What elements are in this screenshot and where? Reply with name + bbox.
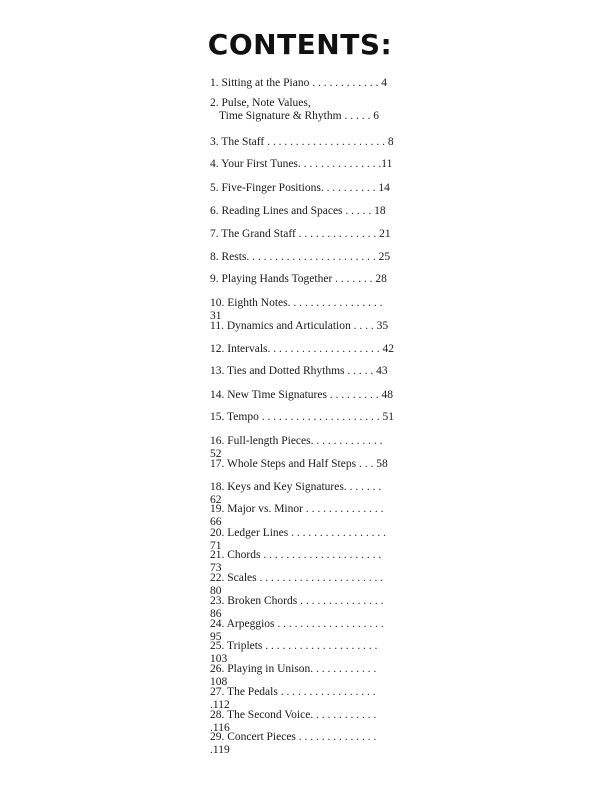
toc-entry-text: New Time Signatures . . . . . . . . . 48 (227, 389, 394, 401)
toc-entry-number: 10. (210, 297, 225, 309)
toc-entry (210, 158, 395, 171)
toc-entry-text: Triplets . . . . . . . . . . . . . . . . . . . . 103 (210, 640, 378, 665)
toc-entry-text: Ties and Dotted Rhythms . . . . . 43 (227, 365, 388, 377)
toc-entry (210, 389, 395, 402)
toc-entry-text: Full-length Pieces. . . . . . . . . . . . . 52 (210, 435, 383, 460)
toc-entry-number: 18. (210, 481, 225, 493)
toc-entry (210, 77, 395, 90)
toc-entry-number: 7. (210, 228, 219, 240)
toc-entry (210, 182, 395, 195)
toc-entry-number: 16. (210, 435, 225, 447)
toc-entry-number: 15. (210, 411, 225, 423)
toc-entry-number: 8. (210, 251, 219, 263)
toc-entry-number: 11. (210, 320, 224, 332)
toc-entry-text: Major vs. Minor . . . . . . . . . . . . . . 66 (210, 503, 384, 528)
toc-entry-number: 6. (210, 205, 219, 217)
toc-entry-number: 2. (210, 97, 219, 109)
toc-entry-number: 9. (210, 273, 219, 285)
toc-entry-text: Dynamics and Articulation . . . . 35 (226, 320, 389, 332)
toc-entry (210, 97, 395, 123)
toc-entry-text: The Staff . . . . . . . . . . . . . . . . . . . . . 8 (221, 136, 394, 148)
toc-entry-number: 22. (210, 572, 225, 584)
toc-entry-text: Pulse, Note Values, (221, 97, 311, 109)
toc-entry-number: 13. (210, 365, 225, 377)
toc-entry-text: Sitting at the Piano . . . . . . . . . . . . 4 (221, 77, 387, 89)
toc-entry (210, 731, 395, 757)
toc-entry-number: 28. (210, 709, 225, 721)
toc-entry-text: Reading Lines and Spaces . . . . . 18 (221, 205, 386, 217)
toc-entry-number: 21. (210, 549, 225, 561)
toc-entry (210, 251, 395, 264)
toc-entry (210, 273, 395, 286)
toc-entry-number: 14. (210, 389, 225, 401)
toc-entry-text: Playing Hands Together . . . . . . . 28 (221, 273, 387, 285)
toc-entry (210, 411, 395, 424)
toc-entry-text-line2: Time Signature & Rhythm . . . . . 6 (219, 110, 379, 122)
toc-entry (210, 343, 395, 356)
toc-entry (210, 503, 395, 529)
toc-entry-text: The Second Voice. . . . . . . . . . . . .116 (210, 709, 377, 734)
toc-entry-text: The Pedals . . . . . . . . . . . . . . . . . .112 (210, 686, 376, 711)
toc-entry-text: Five-Finger Positions. . . . . . . . . . 14 (221, 182, 390, 194)
toc-entry-text: Keys and Key Signatures. . . . . . . 62 (210, 481, 382, 506)
toc-entry (210, 320, 395, 333)
toc-entry-text: Chords . . . . . . . . . . . . . . . . . . . . . 73 (210, 549, 382, 574)
toc-entry (210, 365, 395, 378)
toc-entry-number: 4. (210, 158, 219, 170)
toc-entry-number: 17. (210, 458, 225, 470)
toc-entry-text: Scales . . . . . . . . . . . . . . . . . . . . . . 80 (210, 572, 384, 597)
toc-entry-text: Playing in Unison. . . . . . . . . . . . 108 (210, 663, 377, 688)
toc-entry-text: Tempo . . . . . . . . . . . . . . . . . . . . . 51 (227, 411, 394, 423)
toc-entry-text: Arpeggios . . . . . . . . . . . . . . . . . . . 95 (210, 618, 384, 643)
toc-entry-number: 27. (210, 686, 225, 698)
toc-entry-text: Broken Chords . . . . . . . . . . . . . . . 86 (210, 595, 384, 620)
toc-entry-number: 5. (210, 182, 219, 194)
toc-entry-number: 3. (210, 136, 219, 148)
toc-entry-text: The Grand Staff . . . . . . . . . . . . . . 21 (221, 228, 391, 240)
toc-entry (210, 205, 395, 218)
toc-entry-text: Concert Pieces . . . . . . . . . . . . . . .119 (210, 731, 377, 756)
toc-entry-number: 19. (210, 503, 225, 515)
toc-entry (210, 228, 395, 241)
toc-entry-number: 26. (210, 663, 225, 675)
toc-entry-number: 29. (210, 731, 225, 743)
toc-entry-text: Rests. . . . . . . . . . . . . . . . . . . . . . . 25 (221, 251, 391, 263)
page-title: CONTENTS: (207, 28, 393, 61)
toc-entry-text: Whole Steps and Half Steps . . . 58 (227, 458, 388, 470)
toc-entry (210, 458, 395, 471)
toc-entry-number: 23. (210, 595, 225, 607)
toc-entry-text: Intervals. . . . . . . . . . . . . . . . . . . . 42 (227, 343, 394, 355)
toc-entry-number: 24. (210, 618, 225, 630)
toc-entry-number: 12. (210, 343, 225, 355)
toc-entry-text: Your First Tunes. . . . . . . . . . . . . . .11 (221, 158, 393, 170)
toc-entry-number: 1. (210, 77, 219, 89)
toc-entry-text: Ledger Lines . . . . . . . . . . . . . . . . . 71 (210, 527, 386, 552)
toc-entry (210, 136, 395, 149)
toc-entry-number: 25. (210, 640, 225, 652)
toc-entry-text: Eighth Notes. . . . . . . . . . . . . . . . . 31 (210, 297, 383, 322)
toc-entry-number: 20. (210, 527, 225, 539)
